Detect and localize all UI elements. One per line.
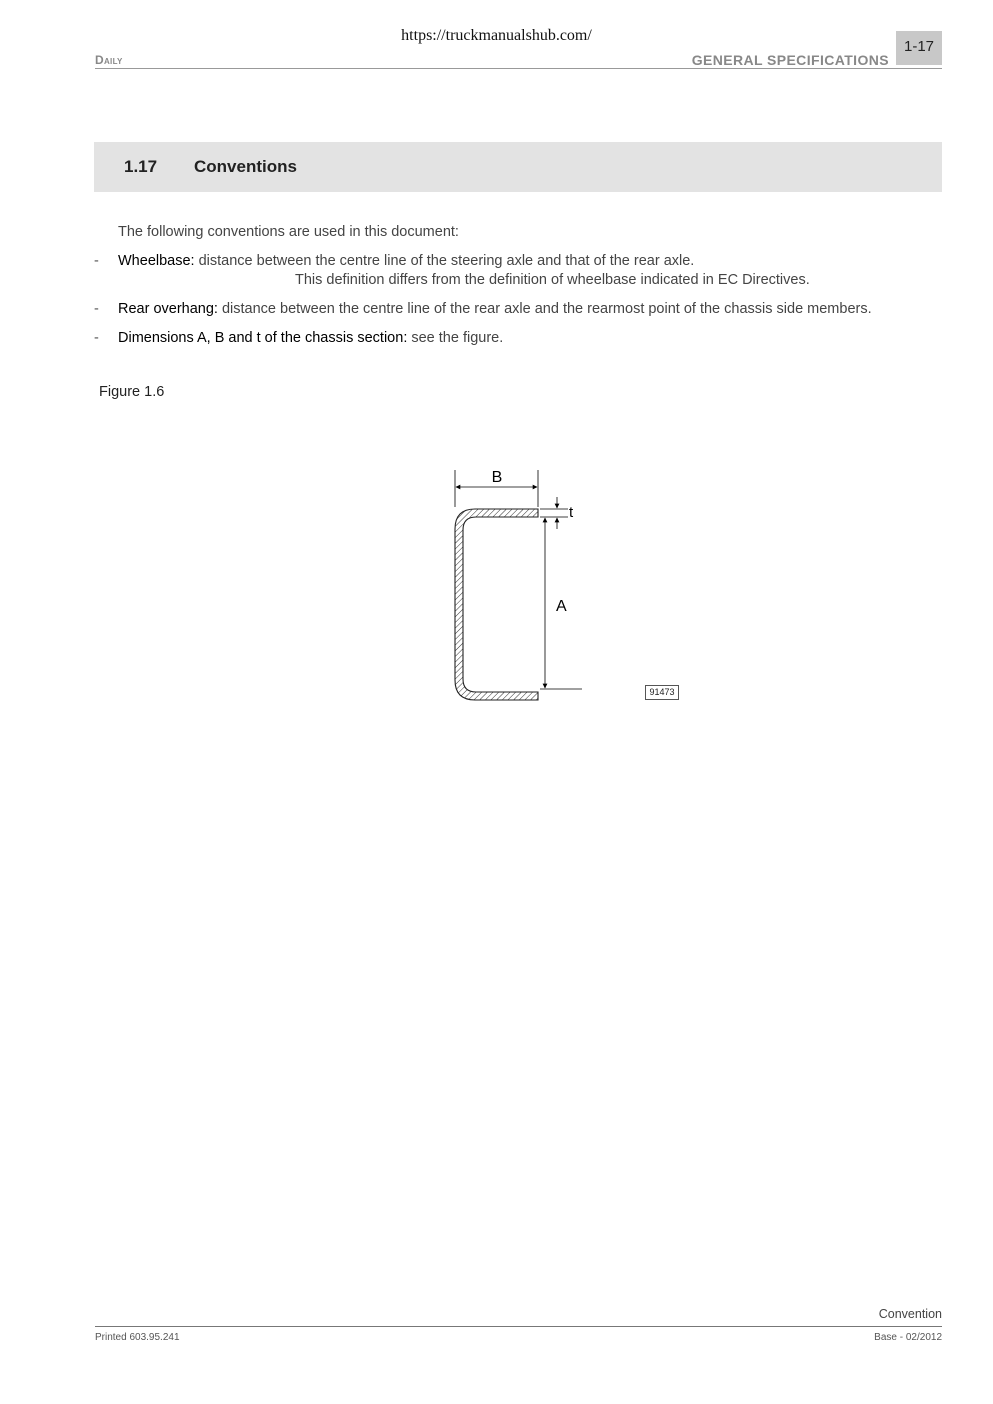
footer-rule <box>95 1326 942 1327</box>
footer-printed-code: Printed 603.95.241 <box>95 1332 180 1343</box>
figure-reference-code: 91473 <box>645 685 679 700</box>
footer-edition: Base - 02/2012 <box>874 1332 942 1343</box>
term-definition: see the figure. <box>407 330 504 346</box>
section-heading-bar <box>94 142 942 192</box>
header-model: Daily <box>95 53 123 67</box>
dim-b-label: B <box>491 469 503 486</box>
footer-section-name: Convention <box>878 1307 942 1321</box>
list-dash: - <box>94 330 99 346</box>
dim-a-label: A <box>556 598 567 615</box>
term-definition-continuation: This definition differs from the definition of wheelbase indicated in EC Directives. <box>295 272 810 288</box>
header-rule <box>95 68 942 69</box>
section-title: Conventions <box>194 157 297 176</box>
dim-t-label: t <box>569 504 574 521</box>
header-chapter: GENERAL SPECIFICATIONS <box>691 52 889 68</box>
list-dash: - <box>94 301 99 317</box>
channel-section-shape <box>455 509 538 700</box>
source-url: https://truckmanualshub.com/ <box>401 27 592 44</box>
list-dash: - <box>94 253 99 269</box>
section-number: 1.17 <box>124 157 158 176</box>
page-number-tab: 1-17 <box>896 31 942 65</box>
term-definition: distance between the centre line of the rear axle and the rearmost point of the chassis side members. <box>217 301 872 317</box>
term-label: Rear overhang: <box>118 301 218 317</box>
intro-text: The following conventions are used in this document: <box>118 224 459 240</box>
figure-label: Figure 1.6 <box>99 384 165 400</box>
list-item-body <box>118 330 503 346</box>
term-definition: distance between the centre line of the steering axle and that of the rear axle. <box>194 253 695 269</box>
chassis-section-figure <box>440 462 600 707</box>
term-label: Dimensions A, B and t of the chassis section: <box>118 330 408 346</box>
list-item-body <box>118 253 694 269</box>
list-item-body <box>118 301 872 317</box>
term-label: Wheelbase: <box>118 253 195 269</box>
